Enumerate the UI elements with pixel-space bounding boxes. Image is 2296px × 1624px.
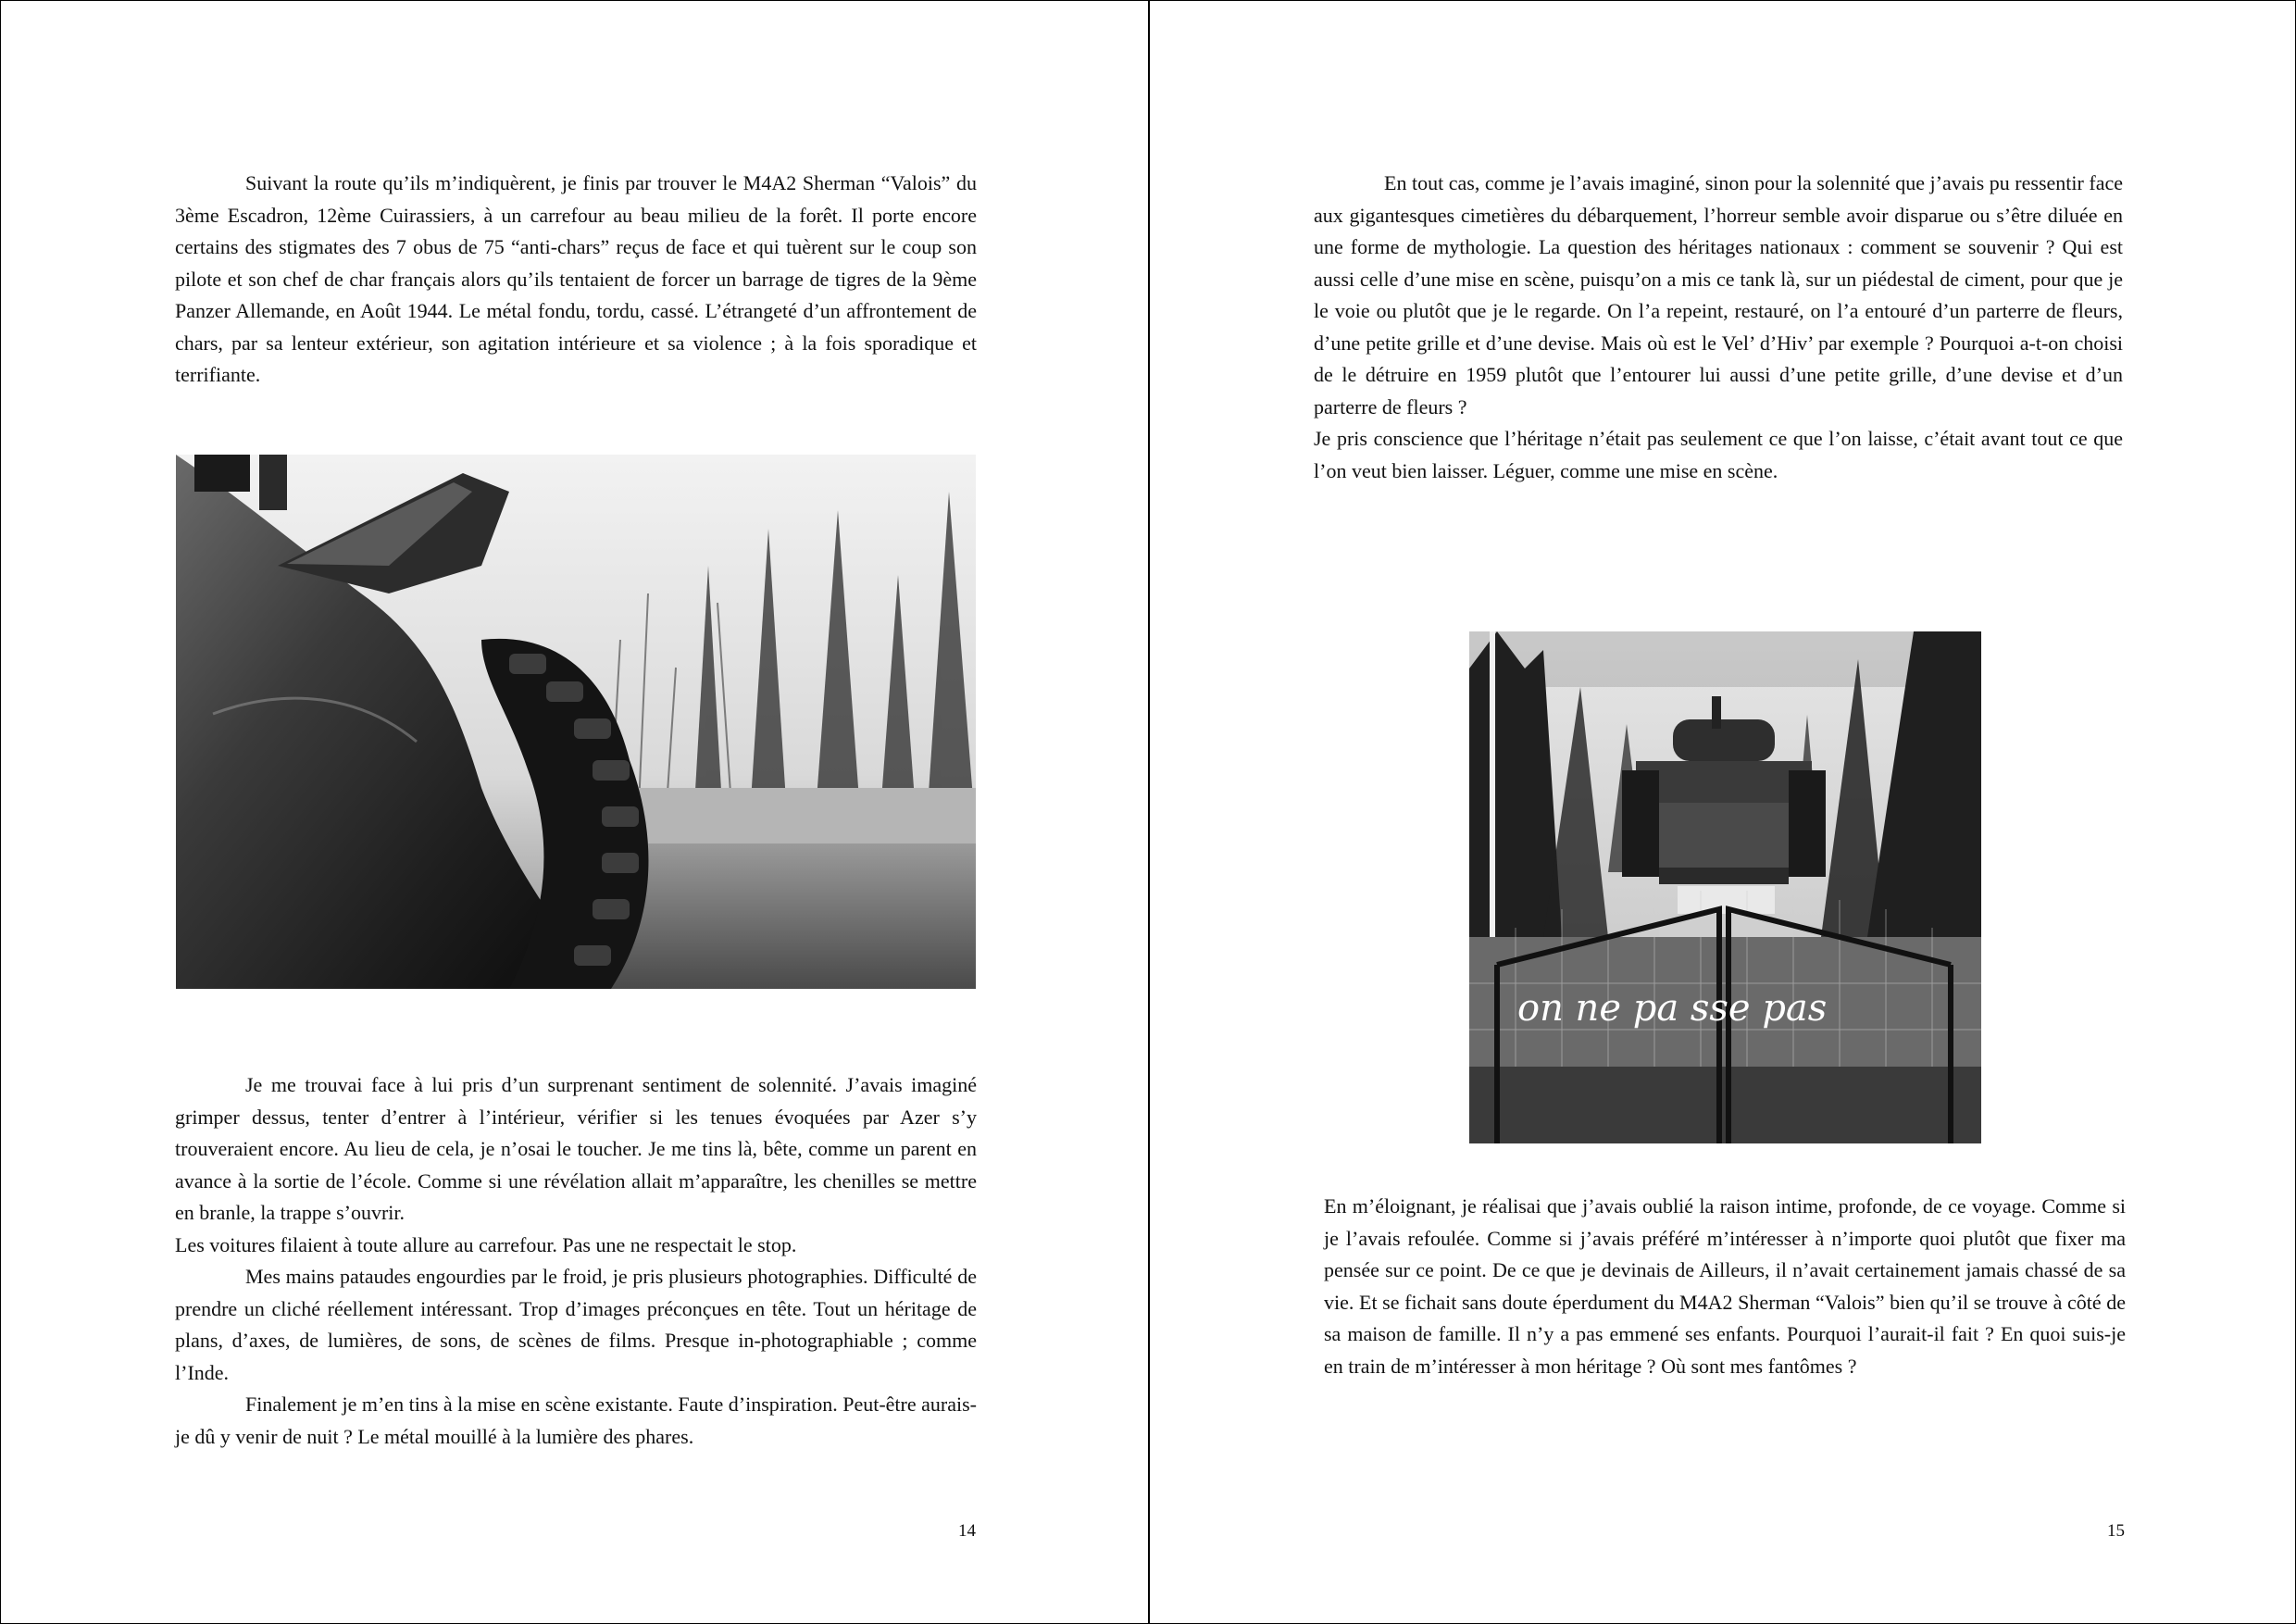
paragraph: Les voitures filaient à toute allure au carrefour. Pas une ne respectait le stop. [175,1232,797,1256]
left-text-bottom [175,1069,977,1453]
paragraph: Suivant la route qu’ils m’indiquèrent, je finis par trouver le M4A2 Sherman “Valois” du 3ème Escadron, 12ème Cuirassiers, à un carrefour au beau milieu de la forêt. Il porte encore certains des stigmates des 7 obus de 75 “anti-chars” reçus de face et qui tuèrent sur le coup son pilote et son chef de char français alors qu’ils tentaient de forcer un barrage de tigres de la 9ème Panzer Allemande, en Août 1944. Le métal fondu, tordu, cassé. L’étrangeté d’un affrontement de chars, par sa lenteur extérieur, son agitation intérieure et sa violence ; à la fois sporadique et terrifiante. [175,171,977,386]
left-page [1,1,1148,1623]
tank-memorial-photo [1469,631,1981,1143]
paragraph: En tout cas, comme je l’avais imaginé, sinon pour la solennité que j’avais pu ressentir face aux gigantesques cimetières du débarquement, l’horreur semble avoir disparue ou s’être diluée en une forme de mythologie. La question des héritages nationaux : comment se souvenir ? Qui est aussi celle d’une mise en scène, puisqu’on a mis ce tank là, sur un piédestal de ciment, pour que je le voie ou plutôt que je le regarde. On l’a repeint, restauré, on l’a entouré d’un parterre de fleurs, d’une petite grille et d’une devise. Mais où est le Vel’ d’Hiv’ par exemple ? Pourquoi a-t-on choisi de le détruire en 1959 plutôt que l’entourer lui aussi d’une petite grille, d’une devise et d’un parterre de fleurs ? [1314,171,2123,418]
tank-closeup-photo [176,455,976,989]
gate-inscription: on ne pa sse pas [1517,987,1828,1030]
paragraph: Je pris conscience que l’héritage n’était pas seulement ce que l’on laisse, c’était avant tout ce que l’on veut bien laisser. Léguer, comme une mise en scène. [1314,427,2123,482]
paragraph: Mes mains pataudes engourdies par le froid, je pris plusieurs photographies. Difficulté de prendre un cliché réellement intéressant. Trop d’images préconçues en tête. Tout un héritage de plans, d’axes, de lumières, de sons, de scènes de films. Presque in-photographiable ; comme l’Inde. [175,1265,977,1384]
right-text-bottom [1324,1191,2126,1382]
right-text-top [1314,168,2123,487]
paragraph: Je me trouvai face à lui pris d’un surprenant sentiment de solennité. J’avais imaginé grimper dessus, tenter d’entrer à l’intérieur, vérifier si les tenues évoquées par Azer s’y trouveraient encore. Au lieu de cela, je n’osai le toucher. Je me tins là, bête, comme un parent en avance à la sortie de l’école. Comme si une révélation allait m’apparaître, les chenilles se mettre en branle, la trappe s’ouvrir. [175,1073,977,1224]
tank-closeup-image [176,455,976,989]
tank-memorial-image [1469,631,1981,1143]
page-number: 14 [958,1521,976,1541]
paragraph: En m’éloignant, je réalisai que j’avais oublié la raison intime, profonde, de ce voyage. Comme si je l’avais refoulée. Comme si j’avais préféré m’intéresser à n’importe quoi plutôt que fixer ma pensée sur ce point. De ce que je devinais de Ailleurs, il n’avait certainement jamais chassé de sa vie. Et se fichait sans doute éperdument du M4A2 Sherman “Valois” bien qu’il se trouve à côté de sa maison de famille. Il n’y a pas emmené ses enfants. Pourquoi l’aurait-il fait ? En quoi suis-je en train de m’intéresser à mon héritage ? Où sont mes fantômes ? [1324,1194,2126,1378]
paragraph: Finalement je m’en tins à la mise en scène existante. Faute d’inspiration. Peut-être aurais-je dû y venir de nuit ? Le métal mouillé à la lumière des phares. [175,1393,977,1448]
left-text-top [175,168,977,392]
right-page [1150,1,2296,1623]
page-number: 15 [2107,1521,2125,1541]
